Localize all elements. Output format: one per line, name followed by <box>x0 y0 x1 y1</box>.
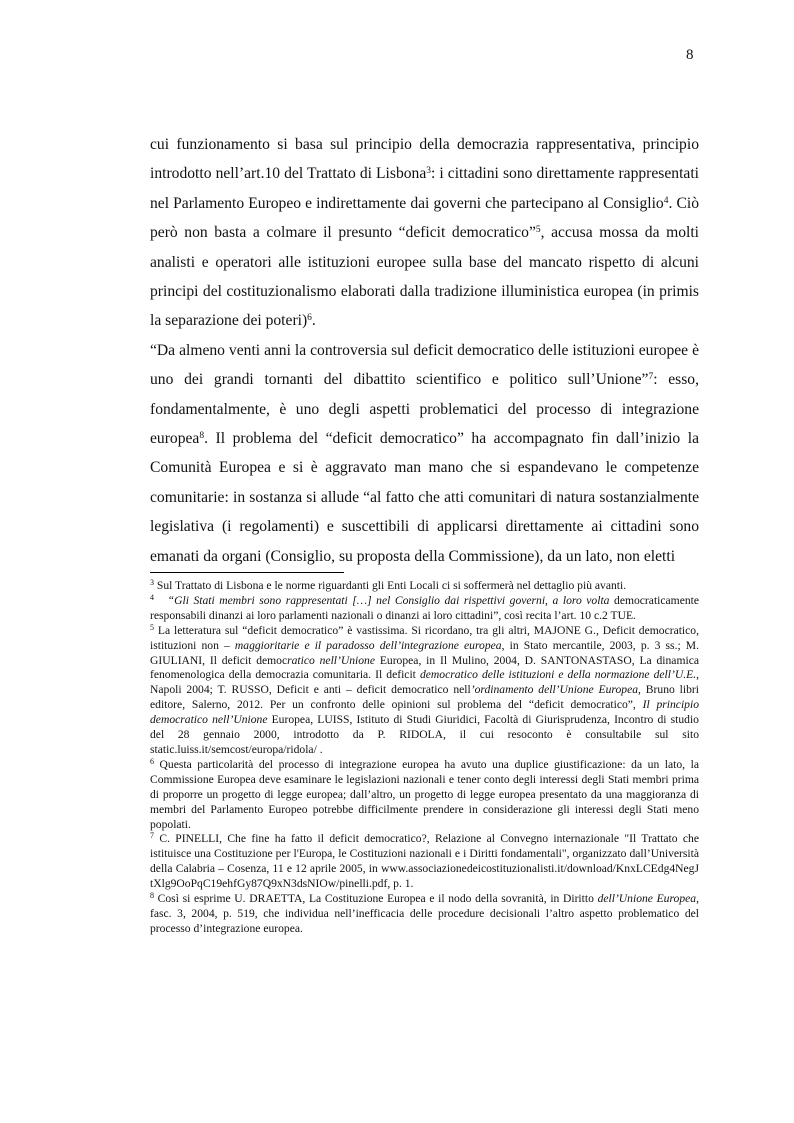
page-number: 8 <box>686 47 694 63</box>
footnote-text: Questa particolarità del processo di integrazione europea ha avuto una duplice giustificazione: da un lato, la Commissione Europea deve esaminare le legislazioni nazionali e tener conto degli interessi degli Stati membri prima di proporre un progetto di legge europea; dall’altro, un progetto di legge europea presentato da una maggioranza di membri del Parlamento Europeo potrebbe difficilmente prendere in considerazione gli interessi degli Stati meno popolati. <box>150 757 699 831</box>
italic-title: dell’Unione Europea <box>597 892 697 906</box>
body-text <box>150 130 699 571</box>
footnote-ref-4[interactable]: 4 <box>663 195 669 206</box>
italic-title: maggioritarie e il paradosso dell’integrazione europea <box>234 638 502 652</box>
footnote-text: , p. 1. <box>387 877 414 891</box>
footnote-number: 4 <box>150 592 154 602</box>
footnote-number: 6 <box>150 756 154 766</box>
footnote-text: Europea, in Il Mulino, 2004, D. SANTONASTASO, La dinamica fenomenologica della democrazia comunitaria. Il deficit <box>150 653 699 682</box>
text: , accusa mossa da molti analisti e operatori alle istituzioni europee sulla base del mancato rispetto di alcuni principi del costituzionalismo elaborati dalla tradizione illuministica europea (in primis la separazione dei poteri) <box>150 224 699 330</box>
footnote-ref-6[interactable]: 6 <box>307 313 312 324</box>
paragraph-1 <box>150 130 699 336</box>
italic-title: democratico delle istituzioni e della normazione dell’U.E. <box>419 668 697 682</box>
footnote-number: 8 <box>150 891 154 901</box>
paragraph-2 <box>150 336 699 571</box>
footnote-separator <box>150 572 344 573</box>
footnote-text: , Napoli 2004; T. RUSSO, Deficit e anti – deficit democratico nell <box>150 668 699 697</box>
text: “Da almeno venti anni la controversia sul deficit democratico delle istituzioni europee è uno dei grandi tornanti del dibattito scientifico e politico sull’Unione” <box>150 341 699 389</box>
footnote-6 <box>150 758 699 833</box>
footnote-ref-5[interactable]: 5 <box>535 225 541 236</box>
text: cui funzionamento si basa sul principio della democrazia rappresentativa, principio introdotto nell’art.10 del Trattato di Lisbona <box>150 136 699 183</box>
footnote-text: Così si esprime U. DRAETTA, La Costituzione Europea e il nodo della sovranità, in Diritto <box>154 892 598 906</box>
footnote-4 <box>150 594 699 624</box>
footnote-text: C. PINELLI, Che fine ha fatto il deficit democratico?, Relazione al Convegno internazionale "Il Trattato che istituisce una Costituzione per l'Europa, le Costituzioni nazionali e i Diritti fondamentali", organizzato dall’Università della Calabria – Cosenza, 11 e 12 aprile 2005, in <box>150 832 699 876</box>
footnote-text: , Bruno libri editore, Salerno, 2012. Per un confronto delle opinioni sul problema del “deficit democratico”, <box>150 683 699 712</box>
footnote-7 <box>150 832 699 892</box>
footnote-ref-7[interactable]: 7 <box>648 372 654 383</box>
footnote-3 <box>150 579 699 594</box>
footnote-5 <box>150 624 699 758</box>
quote-text: “Gli Stati membri sono rappresentati […] nel Consiglio dai rispettivi governi, a loro volta <box>167 593 610 607</box>
italic-title: ratico nell’Unione <box>287 653 375 667</box>
footnote-text: , fasc. 3, 2004, p. 519, che individua nell’inefficacia delle procedure decisionali l’altro aspetto problematico del processo d’integrazione europea. <box>150 892 699 935</box>
text: : i cittadini sono direttamente rappresentati nel Parlamento Europeo e indirettamente dai governi che partecipano al Consiglio <box>150 165 699 212</box>
footnote-8 <box>150 892 699 937</box>
text: . Il problema del “deficit democratico” ha accompagnato fin dall’inizio la Comunità Europea e si è aggravato man mano che si espandevano le competenze comunitarie: in sostanza si allude “al fatto che atti comunitari di natura sostanzialmente legislativa (i regolamenti) e suscettibili di applicarsi direttamente ai cittadini sono emanati da organi (Consiglio, su proposta della Commissione), da un lato, non eletti <box>150 430 699 565</box>
footnote-text: Europea, LUISS, Istituto di Studi Giuridici, Facoltà di Giurisprudenza, Incontro di studio del 28 gennaio 2000, introdotto da P. RIDOLA, il cui resoconto è consultabile sul sito static.luiss.it/semcost/europa/ridola/ . <box>150 713 699 756</box>
footnotes <box>150 579 699 937</box>
text: : esso, fondamentalmente, è uno degli aspetti problematici del processo di integrazione europea <box>150 371 700 448</box>
footnote-ref-3[interactable]: 3 <box>426 166 432 177</box>
footnote-number: 3 <box>150 578 154 587</box>
footnote-number: 7 <box>150 831 154 841</box>
url-link[interactable]: www.associazionedeicostituzionalisti.it/download/KnxLCEdg4NegJtXlg9OoPqC19ehfGy87Q9xN3dsNIOw/pinelli.pdf <box>150 862 699 891</box>
italic-title: ’ordinamento dell’Unione Europea <box>470 683 639 697</box>
footnote-text: , in Stato mercantile, 2003, p. 3 ss.; M. GIULIANI, Il deficit democ <box>150 638 700 667</box>
footnote-ref-8[interactable]: 8 <box>199 431 205 442</box>
text: . Ciò però non basta a colmare il presunto “deficit democratico” <box>150 194 700 242</box>
footnote-number: 5 <box>150 622 154 632</box>
footnote-text: La letteratura sul “deficit democratico” è vastissima. Si ricordano, tra gli altri, MAJONE G., Deficit democratico, istituzioni non – <box>150 623 699 652</box>
footnote-text: Sul Trattato di Lisbona e le norme riguardanti gli Enti Locali ci si soffermerà nel dettaglio più avanti. <box>154 579 627 592</box>
text: . <box>311 312 316 330</box>
italic-title: Il principio democratico nell’Unione <box>150 698 699 727</box>
footnote-text: democraticamente responsabili dinanzi ai loro parlamenti nazionali o dinanzi ai loro cittadini”, così recita l’art. 10 c.2 TUE. <box>150 593 700 622</box>
